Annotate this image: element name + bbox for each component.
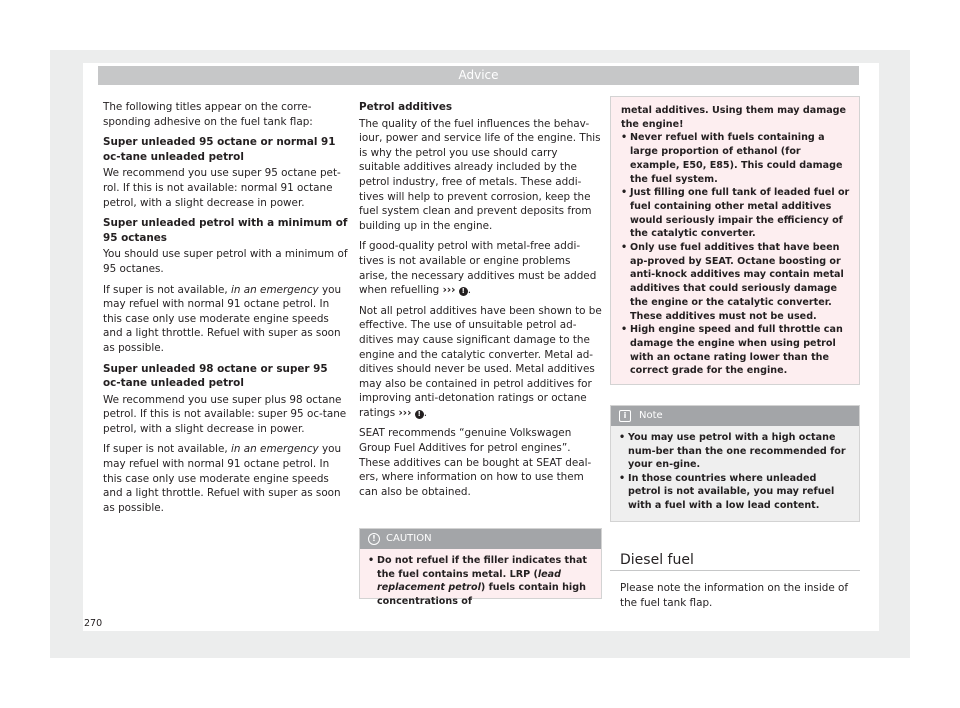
note-header — [611, 406, 859, 426]
column-2 — [359, 100, 602, 505]
paragraph-95-or-91: We recommend you use super 95 octane pet-rol. If this is not available: normal 91 octane petrol, with a slight decrease in power. — [103, 167, 341, 209]
intro-text: The following titles appear on the corre-sponding adhesive on the fuel tank flap: — [103, 101, 313, 128]
warning-icon: ! — [459, 287, 468, 296]
paragraph-min-95: You should use super petrol with a minimum of 95 octanes. — [103, 248, 348, 275]
paragraph-98-or-95: We recommend you use super plus 98 octane petrol. If this is not available: super 95 oc-tane petrol, with a slight decrease in power. — [103, 393, 347, 435]
note-label: Note — [639, 410, 663, 421]
heading-95-or-91: Super unleaded 95 octane or normal 91 oc-tane unleaded petrol — [103, 136, 336, 163]
paragraph-fuel-quality: The quality of the fuel influences the behav-iour, power and service life of the engine. This is why the petrol you use should carry suitable additives already included by the petrol industry, free of metals. These addi-tives will help to prevent corrosion, keep the fuel system clean and prevent deposits from building up in the engine. — [359, 117, 601, 232]
caution-continued-box — [610, 96, 860, 385]
caution-continued-text: metal additives. Using them may damage the engine! — [621, 105, 847, 130]
caution-bullet-approved-additives: • Only use fuel additives that have been ap-proved by SEAT. Octane boosting or anti-knock additives may contain metal additives that could seriously damage the engine or the catalytic converter. These additives must not be used. — [621, 241, 850, 323]
caution-label: CAUTION — [386, 533, 432, 544]
heading-min-95: Super unleaded petrol with a minimum of 95 octanes — [103, 217, 348, 244]
note-bullet-high-octane: • You may use petrol with a high octane num-ber than the one recommended for your en-gine. — [619, 431, 851, 472]
paragraph-seat-recommends: SEAT recommends “genuine Volkswagen Group Fuel Additives for petrol engines”. These additives can be bought at SEAT deal-ers, where information on how to use them can also be obtained. — [359, 427, 592, 498]
page-number: 270 — [84, 618, 103, 629]
caution-bullet-leaded: • Just filling one full tank of leaded fuel or fuel containing other metal additives would seriously impair the efficiency of the catalytic converter. — [621, 186, 850, 241]
column-1 — [103, 100, 348, 521]
heading-petrol-additives: Petrol additives — [359, 101, 453, 113]
heading-divider — [610, 570, 860, 571]
paragraph-emergency-1: If super is not available, in an emergency you may refuel with normal 91 octane petrol. In this case only use moderate engine speeds and a light throttle. Refuel with super as soon as possible. — [103, 283, 342, 354]
note-box — [610, 405, 860, 522]
note-bullet-low-lead: • In those countries where unleaded petrol is not available, you may refuel with a fuel with a low lead content. — [619, 472, 851, 513]
caution-body — [360, 549, 601, 608]
paragraph-additives-needed: If good-quality petrol with metal-free addi-tives is not available or engine problems arise, the necessary additives must be added when refuelling ››› ! . — [359, 240, 597, 297]
paragraph-unsuitable-additives: Not all petrol additives have been shown to be effective. The use of unsuitable petrol ad-ditives may cause significant damage to the engine and the catalytic converter. Metal ad-ditives should never be used. Metal additives may also be contained in petrol additives for improving anti-detonation ratings or octane ratings ››› ! . — [359, 304, 602, 419]
caution-bullet-ethanol: • Never refuel with fuels containing a large proportion of ethanol (for example, E50, E85). This could damage the fuel system. — [621, 131, 850, 186]
exclamation-icon: ! — [368, 533, 380, 545]
info-icon: i — [619, 410, 631, 422]
heading-98-or-95: Super unleaded 98 octane or super 95 oc-tane unleaded petrol — [103, 362, 328, 390]
caution-bullet: • Do not refuel if the filler indicates that the fuel contains metal. LRP (lead replacement petrol) fuels contain high concentrations of — [368, 554, 593, 608]
paragraph-diesel: Please note the information on the inside of the fuel tank flap. — [620, 582, 849, 609]
warning-icon: ! — [415, 410, 424, 419]
column-3 — [610, 96, 860, 385]
heading-diesel-fuel: Diesel fuel — [620, 552, 694, 568]
caution-box — [359, 528, 602, 607]
note-body — [611, 426, 859, 513]
reference-marker[interactable]: ››› — [398, 406, 412, 419]
paragraph-emergency-2: If super is not available, in an emergency you may refuel with normal 91 octane petrol. In this case only use moderate engine speeds and a light throttle. Refuel with super as soon as possible. — [103, 443, 342, 514]
caution-header — [360, 529, 601, 549]
caution-bullet-engine-speed: • High engine speed and full throttle can damage the engine when using petrol with an octane rating lower than the correct grade for the engine. — [621, 323, 850, 378]
reference-marker[interactable]: ››› — [442, 284, 456, 297]
section-header: Advice — [98, 66, 859, 85]
